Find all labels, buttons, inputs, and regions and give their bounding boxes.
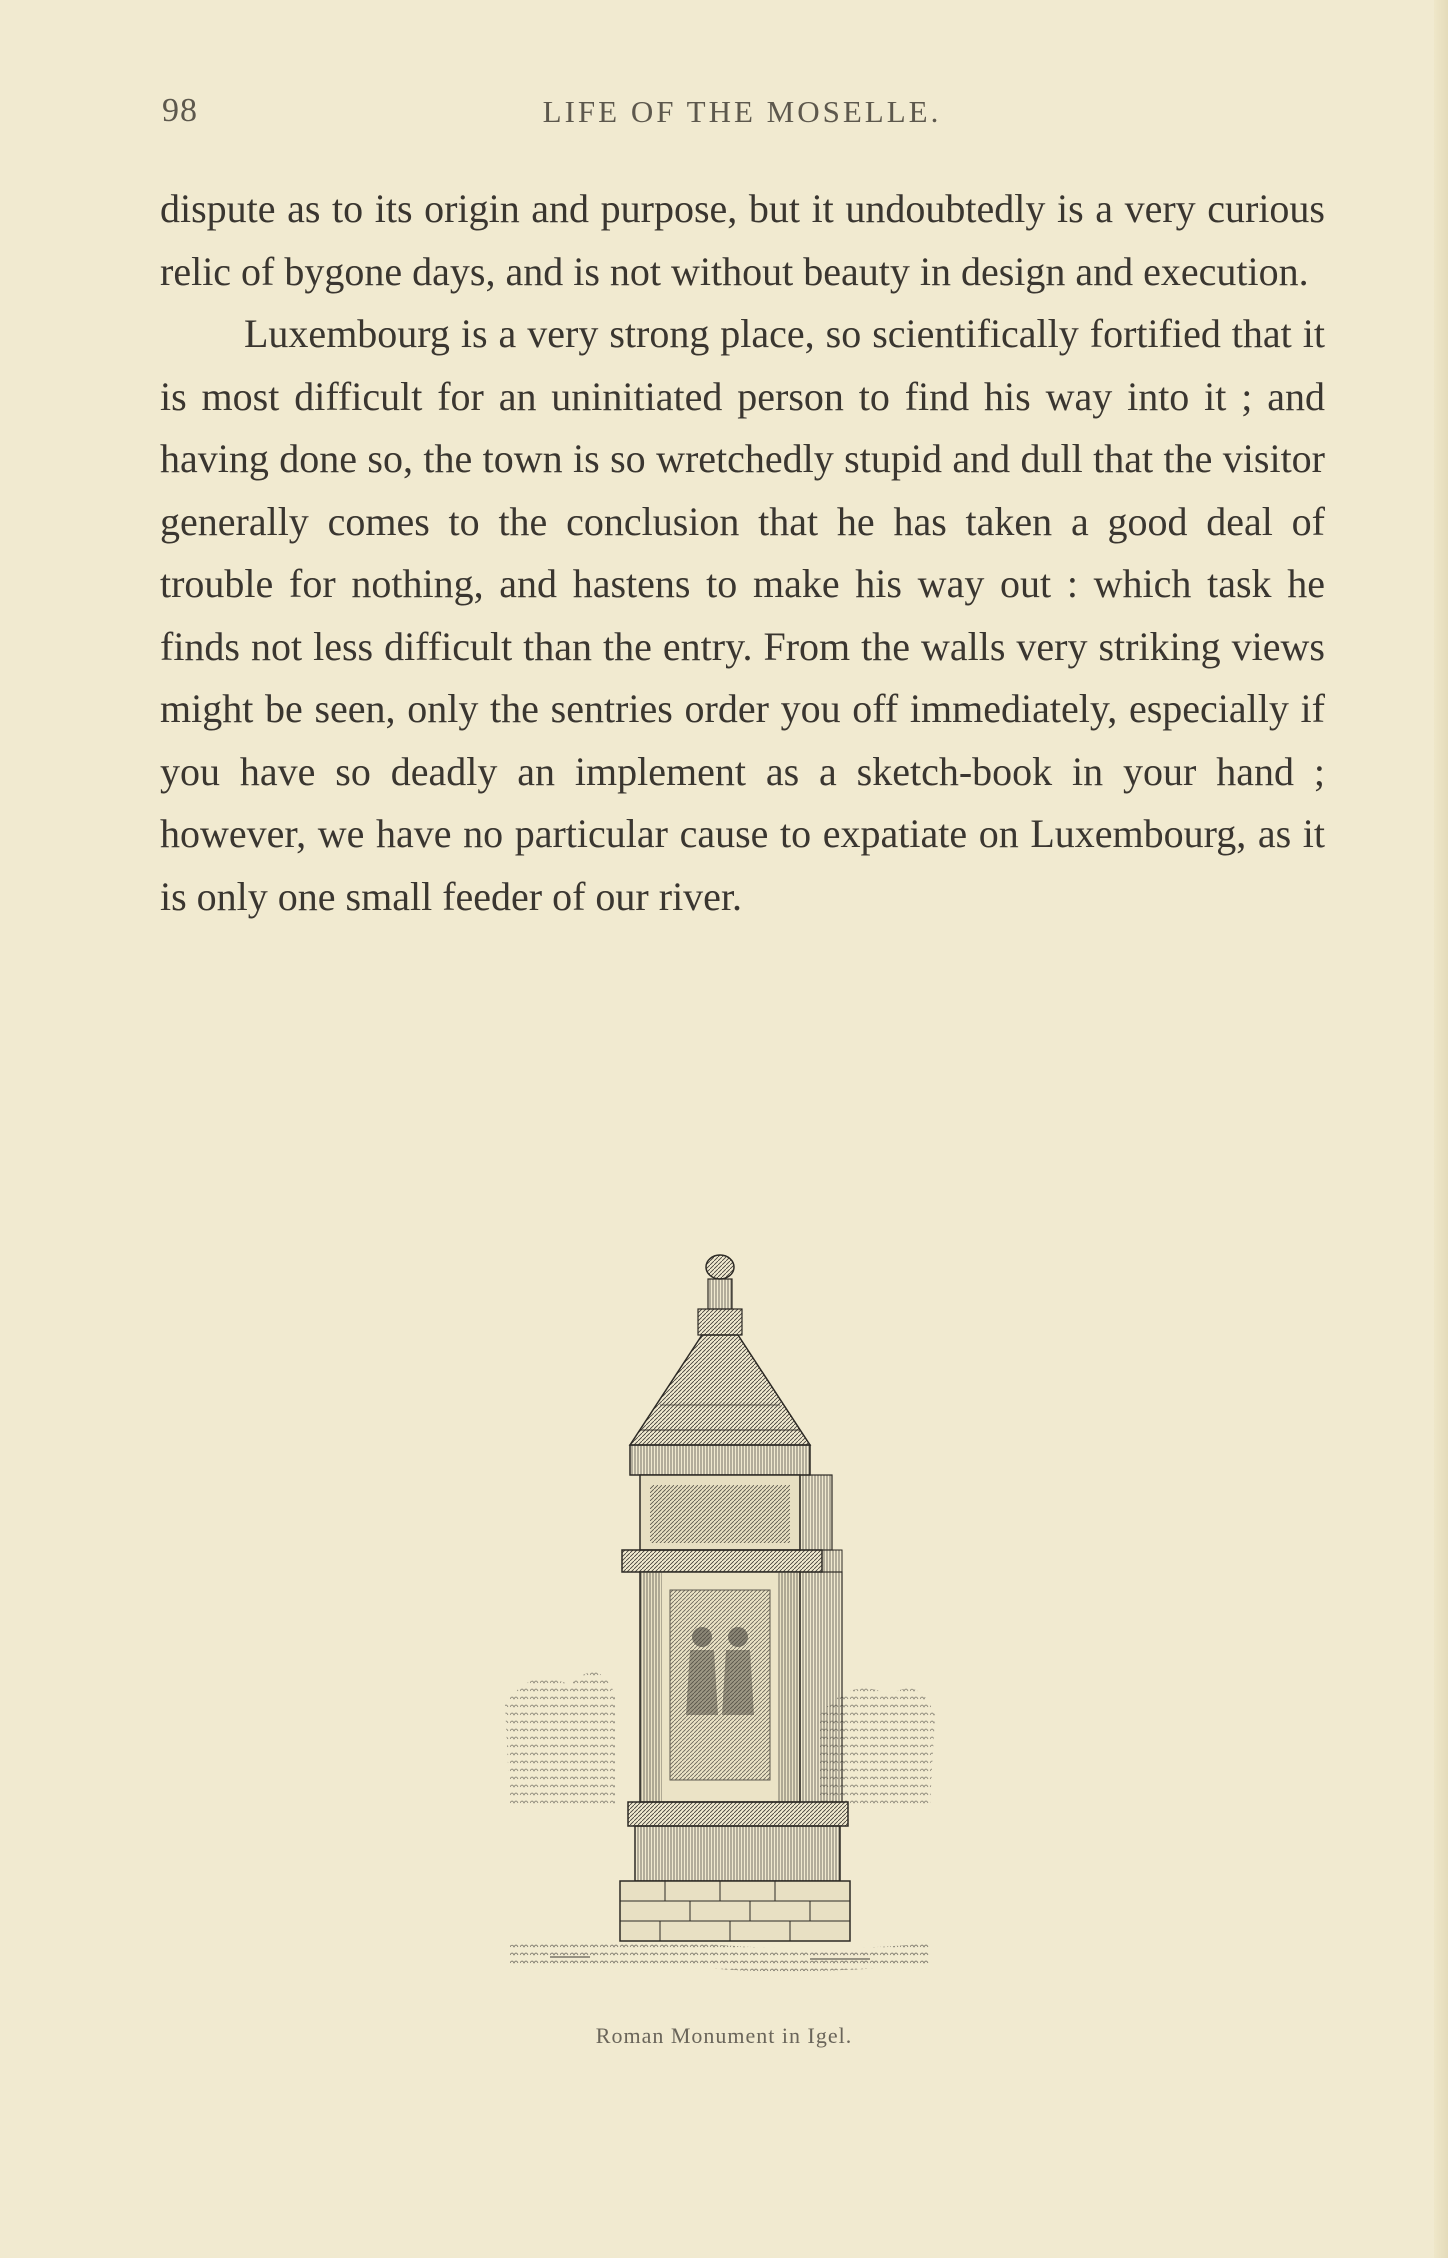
paragraph-2: Luxembourg is a very strong place, so scientifically fortified that it is most difficult for an uninitiated person to find his way into it ; and having done so, the town is so wretchedly stupid and dull that the visitor generally comes to the conclusion that he has taken a good deal of trouble for nothing, and hastens to make his way out : which task he finds not less difficult than the entry. From the walls very striking views might be seen, only the sentries order you off immediately, especially if you have so deadly an implement as a sketch-book in your hand ; however, we have no particular cause to expatiate on Luxembourg, as it is only one small feeder of our river. bbox=[160, 311, 1325, 919]
page-edge bbox=[1434, 0, 1448, 2258]
page-number: 98 bbox=[162, 92, 198, 129]
running-title: LIFE OF THE MOSELLE. bbox=[542, 94, 942, 129]
running-head bbox=[162, 92, 1322, 140]
paragraph-1: dispute as to its origin and purpose, but it undoubtedly is a very curious relic of bygone days, and is not without beauty in design and execution. bbox=[160, 186, 1325, 294]
monument-illustration bbox=[490, 1245, 950, 1995]
roman-monument-engraving bbox=[490, 1245, 950, 1995]
figure-caption: Roman Monument in Igel. bbox=[595, 2023, 853, 2048]
body-text bbox=[160, 178, 1325, 928]
